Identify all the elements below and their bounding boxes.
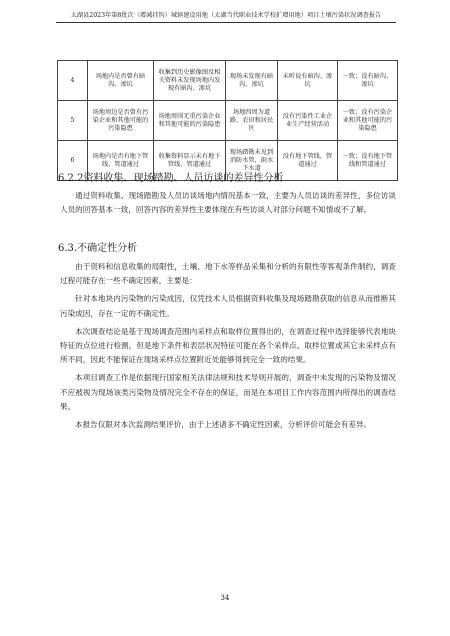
row-number: 6 <box>58 141 88 181</box>
consistency-conclusion: 一致；没有污染企业和其他可能的污染隐患 <box>338 101 398 141</box>
paragraph: 通过资料收集、现场踏勘及人员访谈场地内情况基本一致，主要为人员访谈的差异性，多位访谈人员的回答基本一致，回答内容的差异性主要体现在有些访谈人对部分问题不知情或不了解。 <box>60 191 396 215</box>
difference-analysis-body <box>60 189 396 217</box>
site-inspection-finding: 场地四周为道路、农田和居民区 <box>226 101 278 141</box>
interview-finding: 没有地下管线，管道通过 <box>278 141 338 181</box>
site-inspection-finding: 现场踏勘未见到消防水管，雨水下水道 <box>226 141 278 181</box>
section-heading-difference-analysis: 6.2.2资料收集、现场踏勘、人员访谈的差异性分析 <box>58 173 284 184</box>
site-inspection-finding: 现场未发现有暗沟、渗坑 <box>226 61 278 101</box>
table-row <box>58 101 398 141</box>
table-row <box>58 61 398 101</box>
page-number: 34 <box>220 594 230 602</box>
row-number: 5 <box>58 101 88 141</box>
interview-finding: 没有污染性工业企业生产经营活动 <box>278 101 338 141</box>
document-finding: 收集资料显示未有地下管线、管道通过 <box>154 141 226 181</box>
uncertainty-analysis-body <box>60 260 396 432</box>
paragraph: 本项目调查工作是依据现行国家相关法律法规和技术导则开展的，调查中未发现的污染物及情况不应被视为现场该类污染物及情况完全不存在的保证，而是在本项目工作内容范围内所得出的调查结果。 <box>60 373 396 411</box>
survey-comparison-table <box>57 60 398 181</box>
document-finding: 收集到历史影像图及相关资料未发现场地内发现有暗沟、渗坑 <box>154 61 226 101</box>
survey-question: 场地周边是否曾有污染企业和其他可能的污染隐患 <box>88 101 154 141</box>
consistency-conclusion: 一致；没有地下管线和管道通过 <box>338 141 398 181</box>
paragraph: 本次调查结论是基于现场调查范围内采样点和取样位置得出的，在调查过程中选择能够代表地块特征的点位进行检测，但是地下条件和表层状况特征可能在各个采样点、取样位置或其它未采样点有所不同，因此不能保证在现场采样点位置附近处能够得到完全一致的结果。 <box>60 326 396 365</box>
survey-question: 场地内是否有地下管线、管道通过 <box>88 141 154 181</box>
survey-question: 场地内是否曾有暗沟、渗坑 <box>88 61 154 101</box>
paragraph: 由于资料和信息收集的局限性，土壤、地下水等样品采集和分析的有限性等客观条件制约，调查过程可能存在一些不确定因素，主要是： <box>60 262 396 286</box>
paragraph: 本报告仅限对本次监测结果评价，由于上述诸多不确定性因素，分析评价可能会有差异。 <box>75 420 372 430</box>
page-header: 太湖县2023年第8批次（增减挂钩）城镇建设用地（太湖当代职业技术学校扩增用地）项目土壤污染状况调查报告 <box>56 10 396 23</box>
consistency-conclusion: 一致；没有暗沟、渗坑 <box>338 61 398 101</box>
document-finding: 场地周围无重污染企业和其他可能的污染隐患 <box>154 101 226 141</box>
row-number: 4 <box>58 61 88 101</box>
section-heading-uncertainty-analysis: 6.3.不确定性分析 <box>58 243 138 254</box>
paragraph: 针对本地块内污染物的污染成因，仅凭技术人员根据资料收集及现场踏勘获取的信息从而推断其污染成因，存在一定的不确定性。 <box>60 294 396 318</box>
interview-finding: 未听说有暗沟、渗坑 <box>278 61 338 101</box>
